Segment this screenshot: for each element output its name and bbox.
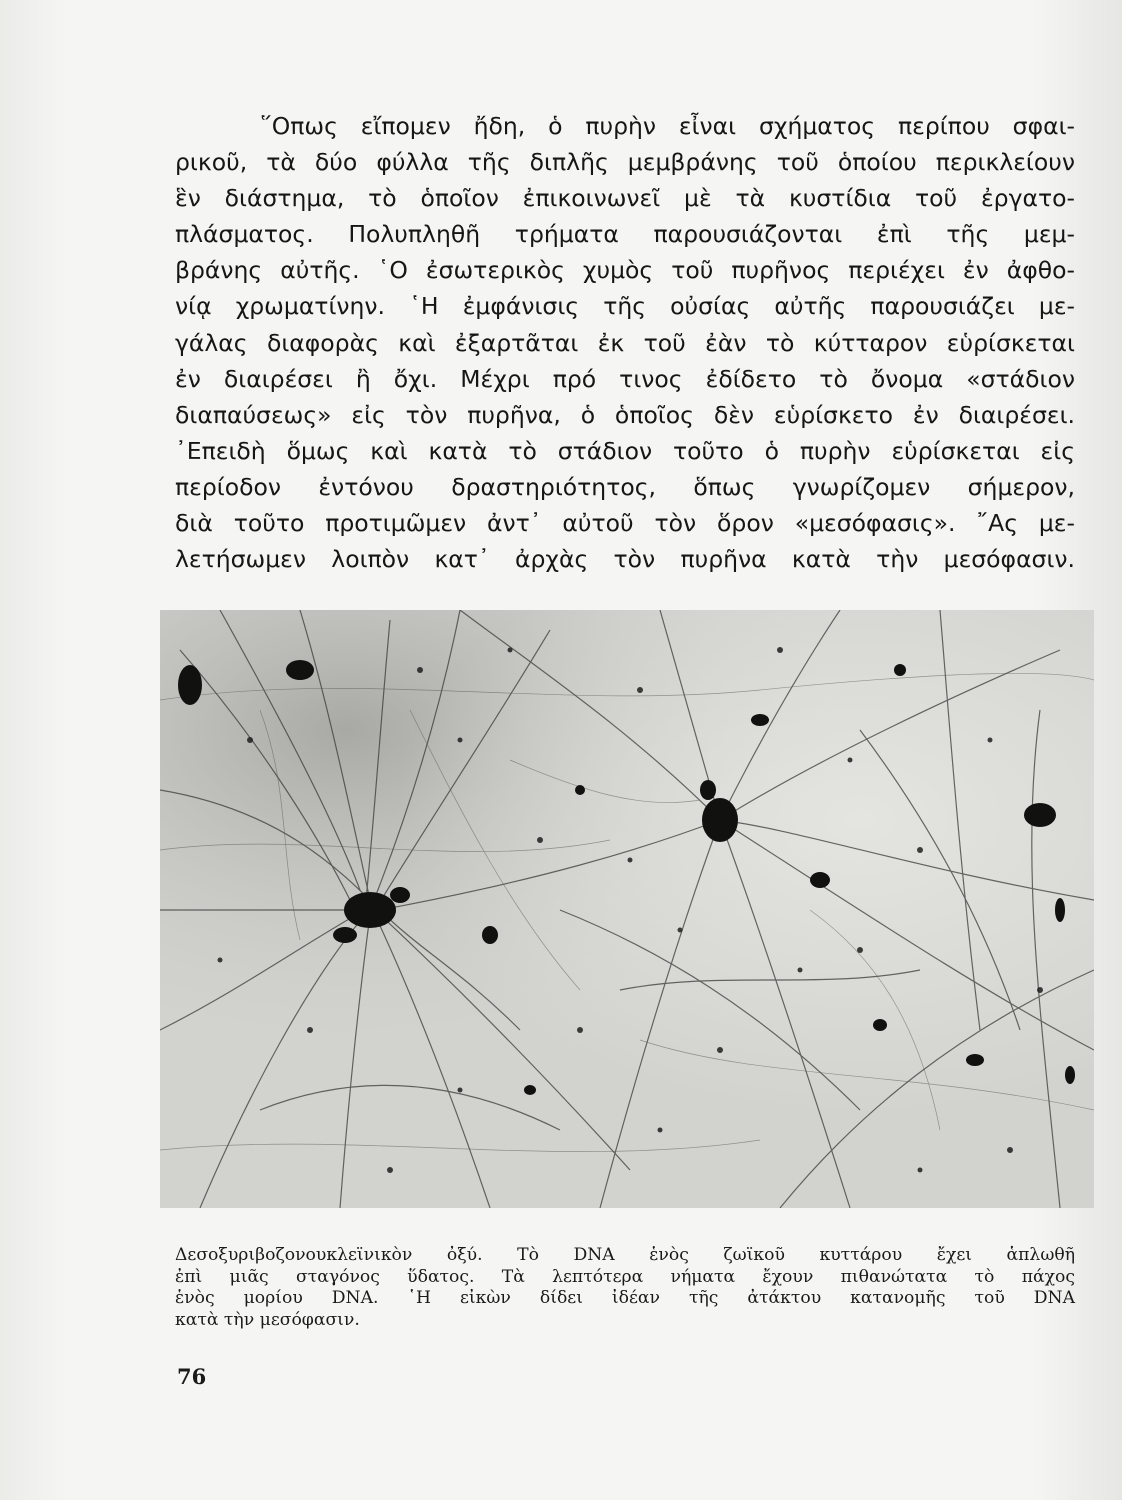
text-line: ἓν διάστημα, τὸ ὁποῖον ἐπικοινωνεῖ μὲ τὰ κυστίδια τοῦ ἐργατο- xyxy=(175,184,1075,213)
text-line: λετήσωμεν λοιπὸν κατ᾿ ἀρχὰς τὸν πυρῆνα κατὰ τὴν μεσόφασιν. xyxy=(175,545,1075,574)
caption-line: Δεσοξυριβοζονουκλεϊνικὸν ὀξύ. Τὸ DNA ἑνὸς ζωϊκοῦ κυττάρου ἔχει ἁπλωθῆ xyxy=(175,1245,1075,1265)
dna-micrograph-figure xyxy=(160,610,1094,1208)
text-line: νίᾳ χρωματίνην. ῾Η ἐμφάνισις τῆς οὐσίας αὐτῆς παρουσιάζει με- xyxy=(175,292,1075,321)
text-line: βράνης αὐτῆς. ῾Ο ἐσωτερικὸς χυμὸς τοῦ πυρῆνος περιέχει ἐν ἀφθο- xyxy=(175,256,1075,285)
page-number: 76 xyxy=(177,1364,207,1389)
caption-line: κατὰ τὴν μεσόφασιν. xyxy=(175,1309,360,1330)
text-line: περίοδον ἐντόνου δραστηριότητος, ὅπως γνωρίζομεν σήμερον, xyxy=(175,472,1075,501)
figure-caption xyxy=(175,1245,1075,1331)
micrograph-image xyxy=(160,610,1094,1208)
text-line: ἐν διαιρέσει ἢ ὄχι. Μέχρι πρό τινος ἐδίδετο τὸ ὄνομα «στάδιον xyxy=(175,364,1075,393)
body-paragraph xyxy=(175,108,1075,577)
text-line: ᾿Επειδὴ ὅμως καὶ κατὰ τὸ στάδιον τοῦτο ὁ πυρὴν εὑρίσκεται εἰς xyxy=(175,436,1075,465)
caption-line: ἐπὶ μιᾶς σταγόνος ὕδατος. Τὰ λεπτότερα νήματα ἔχουν πιθανώτατα τὸ πάχος xyxy=(175,1266,1075,1287)
text-line: γάλας διαφορὰς καὶ ἐξαρτᾶται ἐκ τοῦ ἐὰν τὸ κύτταρον εὑρίσκεται xyxy=(175,328,1075,357)
caption-line: ἑνὸς μορίου DNA. ῾Η εἰκὼν δίδει ἰδέαν τῆς ἀτάκτου κατανομῆς τοῦ DNA xyxy=(175,1288,1075,1309)
text-line: πλάσματος. Πολυπληθῆ τρήματα παρουσιάζονται ἐπὶ τῆς μεμ- xyxy=(175,220,1075,249)
text-line: διαπαύσεως» εἰς τὸν πυρῆνα, ὁ ὁποῖος δὲν εὑρίσκετο ἐν διαιρέσει. xyxy=(175,400,1075,429)
text-line: διὰ τοῦτο προτιμῶμεν ἀντ᾿ αὐτοῦ τὸν ὅρον «μεσόφασις». ῎Ας με- xyxy=(175,509,1075,538)
text-line: ρικοῦ, τὰ δύο φύλλα τῆς διπλῆς μεμβράνης τοῦ ὁποίου περικλείουν xyxy=(175,148,1075,177)
text-line: ῞Οπως εἴπομεν ἤδη, ὁ πυρὴν εἶναι σχήματος περίπου σφαι- xyxy=(260,112,1075,140)
